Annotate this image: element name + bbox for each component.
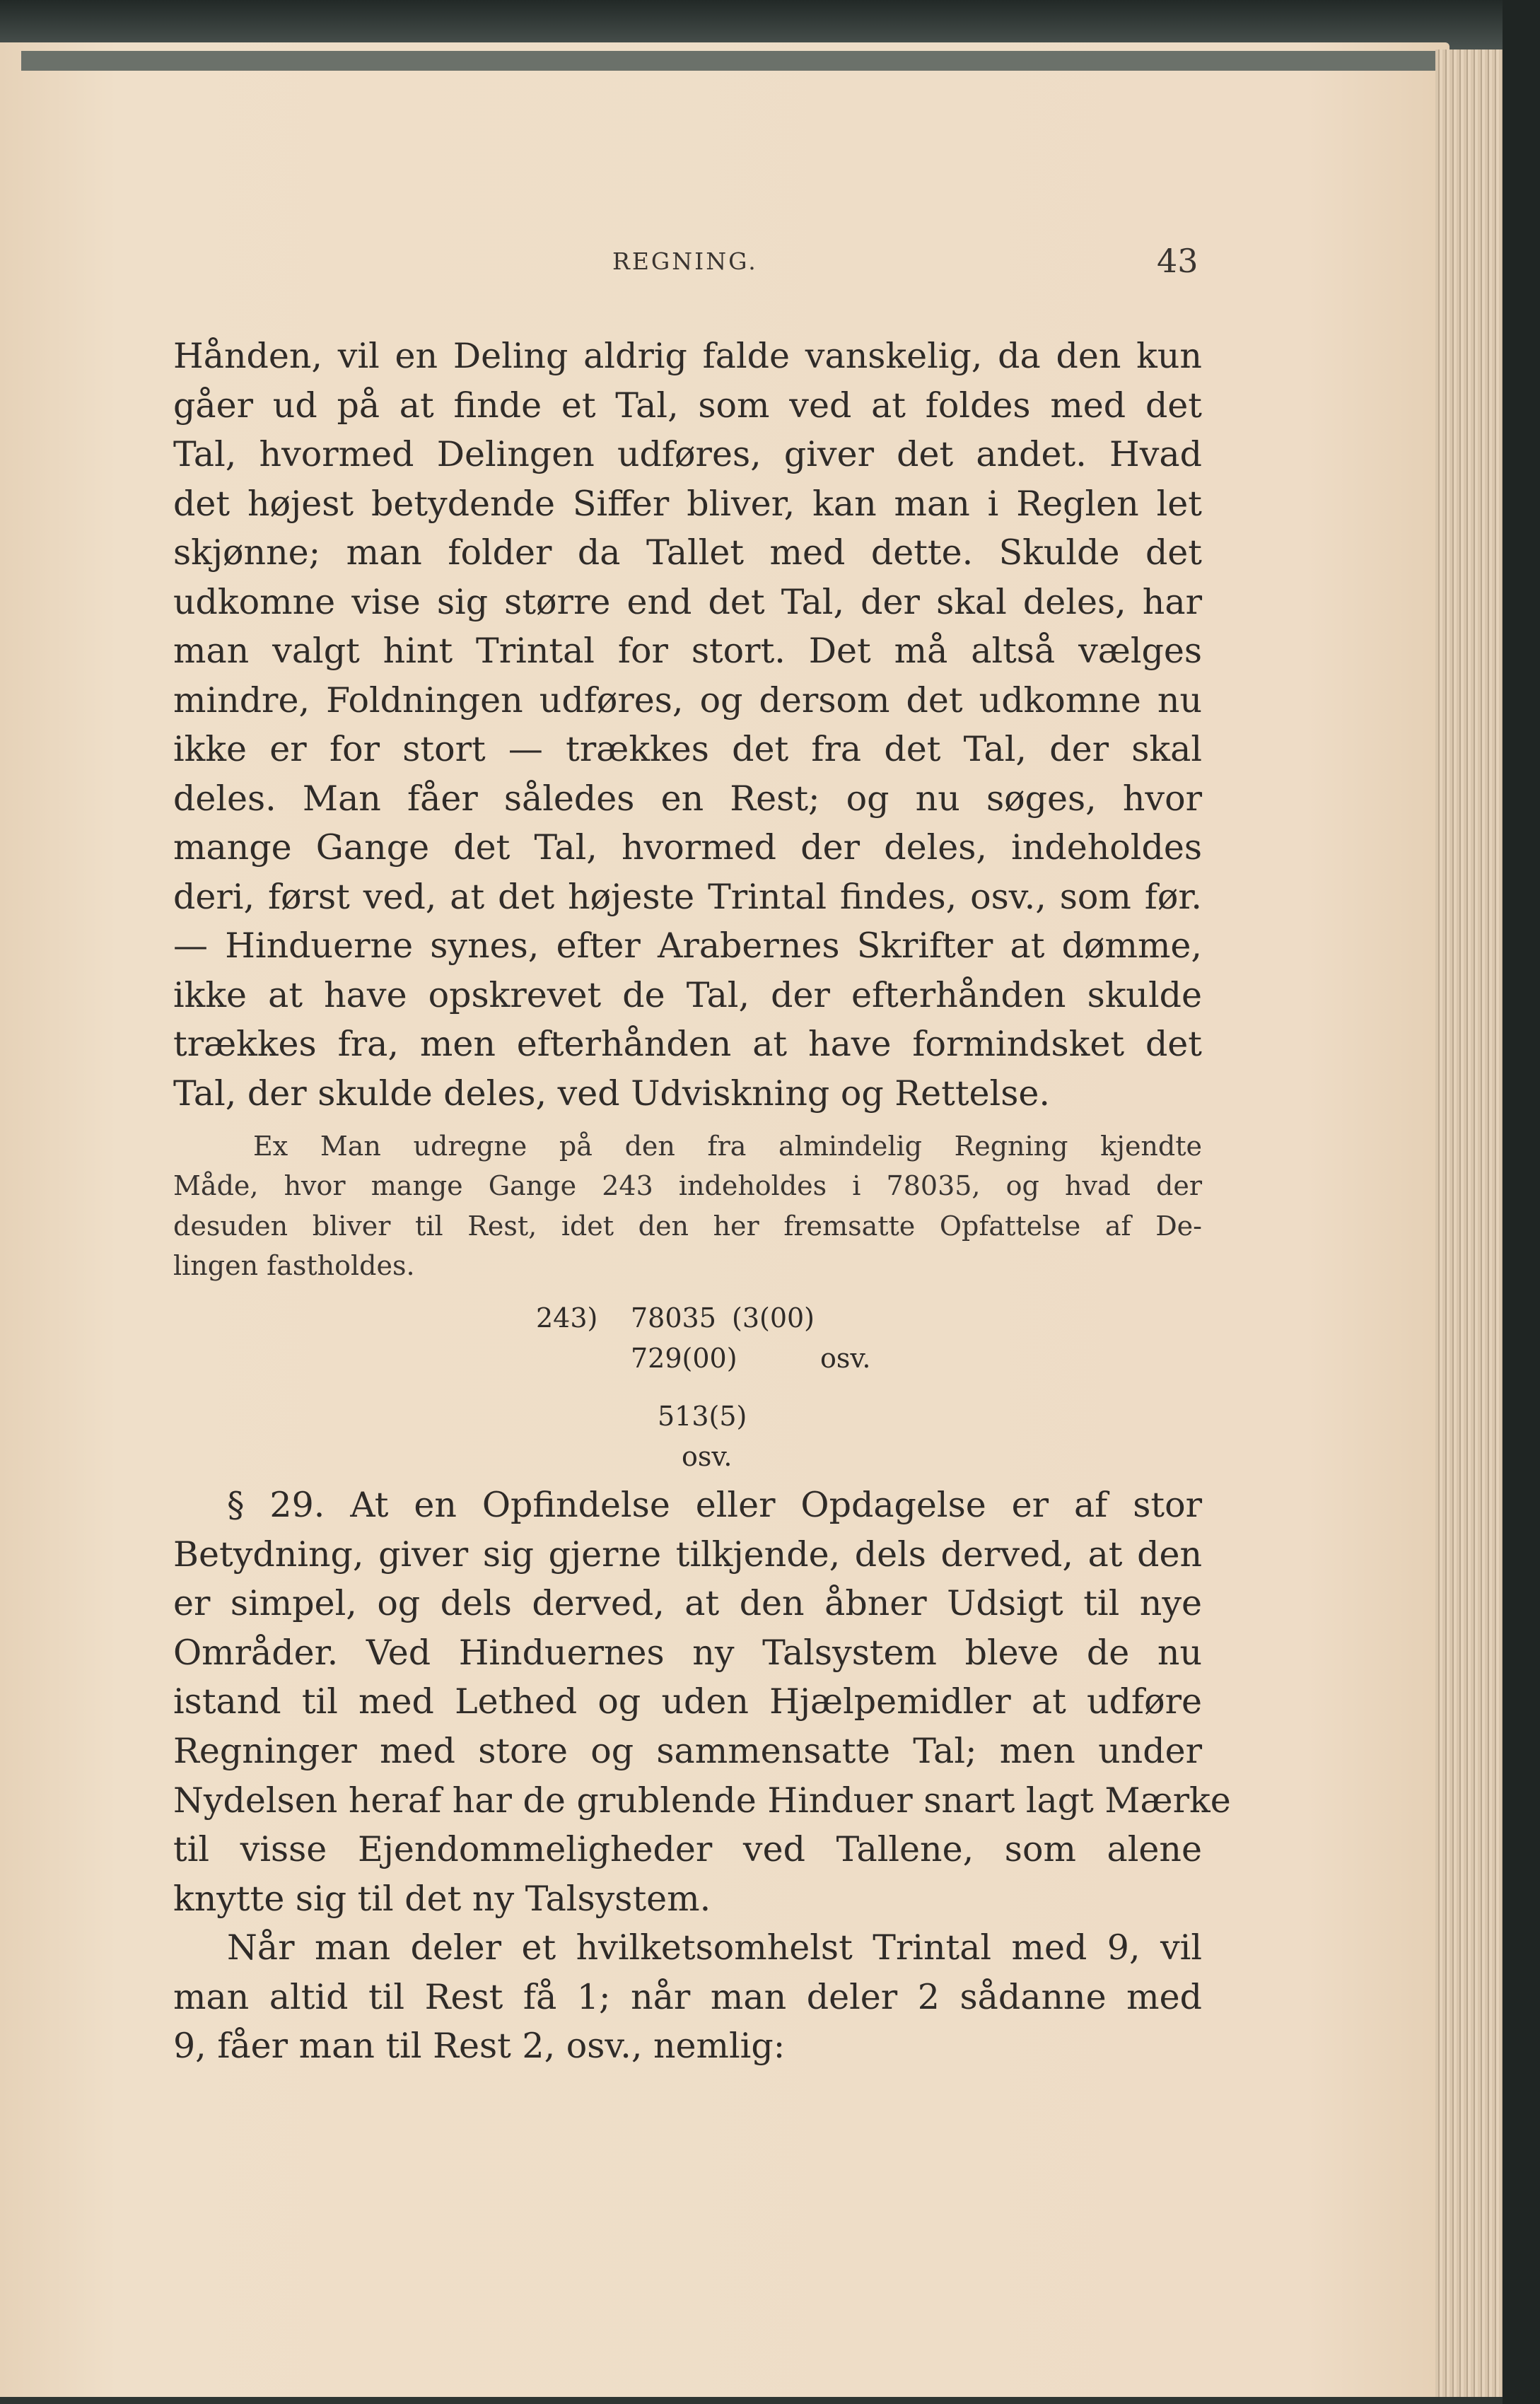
text-line: 9, fåer man til Rest 2, osv., nemlig: [173,2026,786,2067]
product: 729(00) [631,1343,737,1374]
text-line: Regninger med store og sammensatte Tal; men under [173,1731,1202,1771]
dividend: 78035 [631,1302,716,1334]
text-line: Tal, hvormed Delingen udføres, giver det andet. Hvad [173,434,1202,474]
osv-label: osv. [820,1343,871,1374]
book-binding [1503,0,1540,2404]
text-line: deles. Man fåer således en Rest; og nu søges, hvor [173,778,1202,819]
text-line: ikke er for stort — trækkes det fra det Tal, der skal [173,729,1202,769]
divisor: 243) [536,1302,598,1334]
page-top-edge [21,51,1492,71]
text-line: Ex Man udregne på den fra almindelig Regning kjendte [253,1131,1202,1162]
text-line: Når man deler et hvilketsomhelst Trintal med 9, vil [227,1927,1202,1968]
osv-label: osv. [682,1441,733,1472]
page-number: 43 [1157,242,1198,280]
text-line: Betydning, giver sig gjerne tilkjende, dels derved, at den [173,1534,1202,1575]
text-line: Områder. Ved Hinduernes ny Talsystem bleve de nu [173,1632,1202,1673]
text-line: § 29. At en Opfindelse eller Opdagelse er af stor [227,1485,1202,1525]
text-line: — Hinduerne synes, efter Arabernes Skrifter at dømme, [173,926,1202,966]
remainder: 513(5) [658,1401,747,1432]
text-line: knytte sig til det ny Talsystem. [173,1878,711,1919]
text-line: deri, først ved, at det højeste Trintal findes, osv., som før. [173,876,1202,917]
running-title: REGNING. [612,247,758,275]
text-line: gåer ud på at finde et Tal, som ved at foldes med det [173,385,1202,426]
text-line: mange Gange det Tal, hvormed der deles, indeholdes [173,827,1202,868]
page-edges [1435,49,1503,2397]
text-line: istand til med Lethed og uden Hjælpemidler at udføre [173,1681,1202,1722]
text-line: er simpel, og dels derved, at den åbner Udsigt til nye [173,1583,1202,1624]
text-line: Hånden, vil en Deling aldrig falde vanskelig, da den kun [173,336,1202,376]
text-line: lingen fastholdes. [173,1250,415,1282]
text-line: skjønne; man folder da Tallet med dette. Skulde det [173,532,1202,573]
text-line: til visse Ejendommeligheder ved Tallene, som alene [173,1829,1202,1870]
quotient: (3(00) [732,1302,815,1334]
text-line: man valgt hint Trintal for stort. Det må altså vælges [173,631,1202,671]
text-line: Tal, der skulde deles, ved Udviskning og Rettelse. [173,1073,1050,1114]
text-line: mindre, Foldningen udføres, og dersom det udkomne nu [173,679,1202,720]
text-line: trækkes fra, men efterhånden at have formindsket det [173,1024,1202,1064]
text-line: Måde, hvor mange Gange 243 indeholdes i 78035, og hvad der [173,1170,1202,1202]
text-line: desuden bliver til Rest, idet den her fremsatte Opfattelse af De- [173,1210,1202,1242]
text-line: ikke at have opskrevet de Tal, der efterhånden skulde [173,974,1202,1015]
text-line: udkomne vise sig større end det Tal, der skal deles, har [173,581,1202,622]
text-line: Nydelsen heraf har de grublende Hinduer snart lagt Mærke [173,1780,1231,1821]
text-line: man altid til Rest få 1; når man deler 2 sådanne med [173,1976,1202,2017]
text-line: det højest betydende Siffer bliver, kan man i Reglen let [173,483,1202,524]
